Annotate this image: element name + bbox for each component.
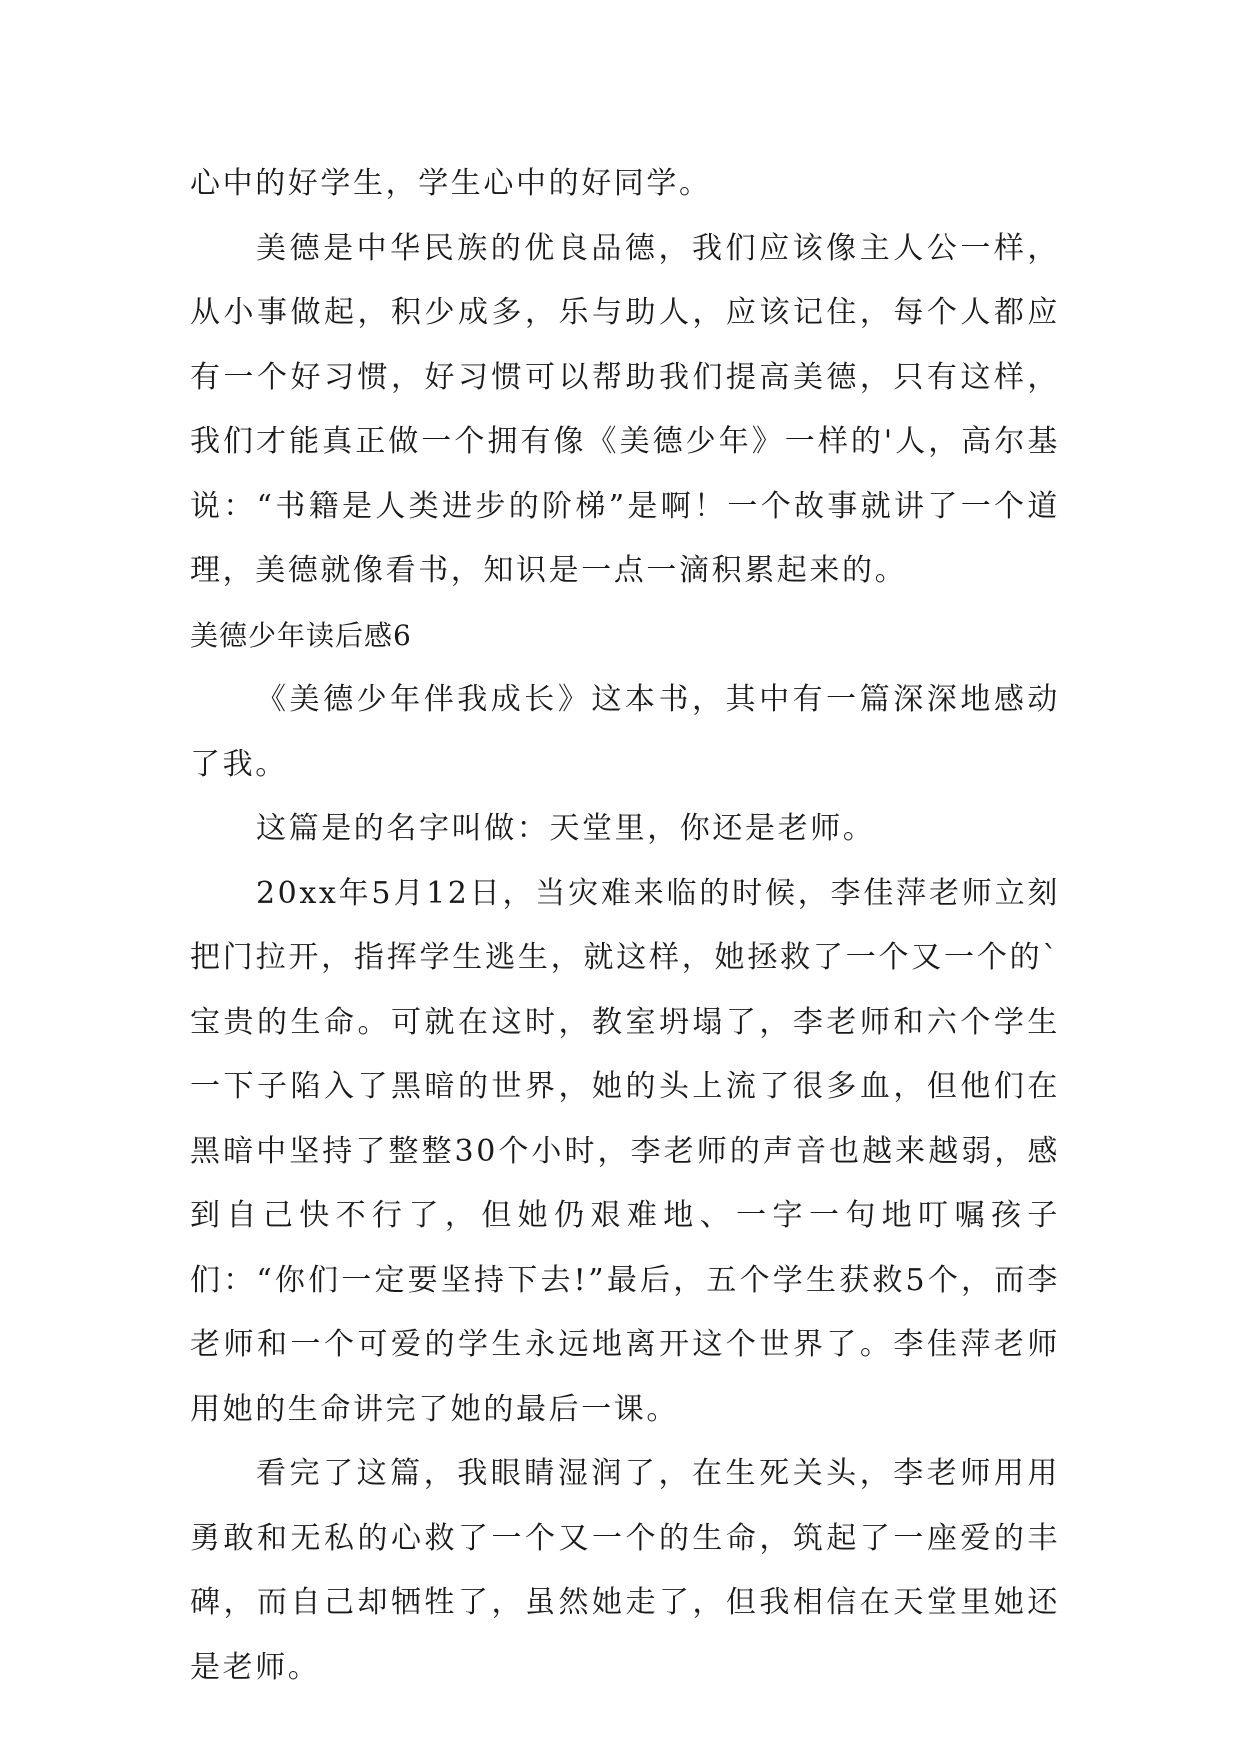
paragraph-book-intro: 《美德少年伴我成长》这本书，其中有一篇深深地感动了我。 xyxy=(190,682,1060,782)
paragraph-continued: 心中的好学生，学生心中的好同学。 xyxy=(190,166,712,201)
paragraph-story: 20xx年5月12日，当灾难来临的时候，李佳萍老师立刻把门拉开，指挥学生逃生，就这样，她拯救了一个又一个的`宝贵的生命。可就在这时，教室坍塌了，李老师和六个学生一下子陷入了黑暗的世界，她的头上流了很多血，但他们在黑暗中坚持了整整30个小时，李老师的声音也越来越弱，感到自己快不行了，但她仍艰难地、一字一句地叮嘱孩子们：“你们一定要坚持下去!”最后，五个学生获救5个，而李老师和一个可爱的学生永远地离开这个世界了。李佳萍老师用她的生命讲完了她的最后一课。 xyxy=(190,875,1060,1427)
section-title: 美德少年读后感6 xyxy=(190,618,412,652)
paragraph-reflection: 看完了这篇，我眼睛湿润了，在生死关头，李老师用用勇敢和无私的心救了一个又一个的生命，筑起了一座爱的丰碑，而自己却牺牲了，虽然她走了，但我相信在天堂里她还是老师。 xyxy=(190,1456,1060,1685)
paragraph-article-name: 这篇是的名字叫做：天堂里，你还是老师。 xyxy=(256,811,876,846)
paragraph-virtue: 美德是中华民族的优良品德，我们应该像主人公一样，从小事做起，积少成多，乐与助人，应该记住，每个人都应有一个好习惯，好习惯可以帮助我们提高美德，只有这样，我们才能真正做一个拥有像《美德少年》一样的'人，高尔基说：“书籍是人类进步的阶梯”是啊！一个故事就讲了一个道理，美德就像看书，知识是一点一滴积累起来的。 xyxy=(190,230,1060,588)
document-page xyxy=(190,152,1060,1700)
